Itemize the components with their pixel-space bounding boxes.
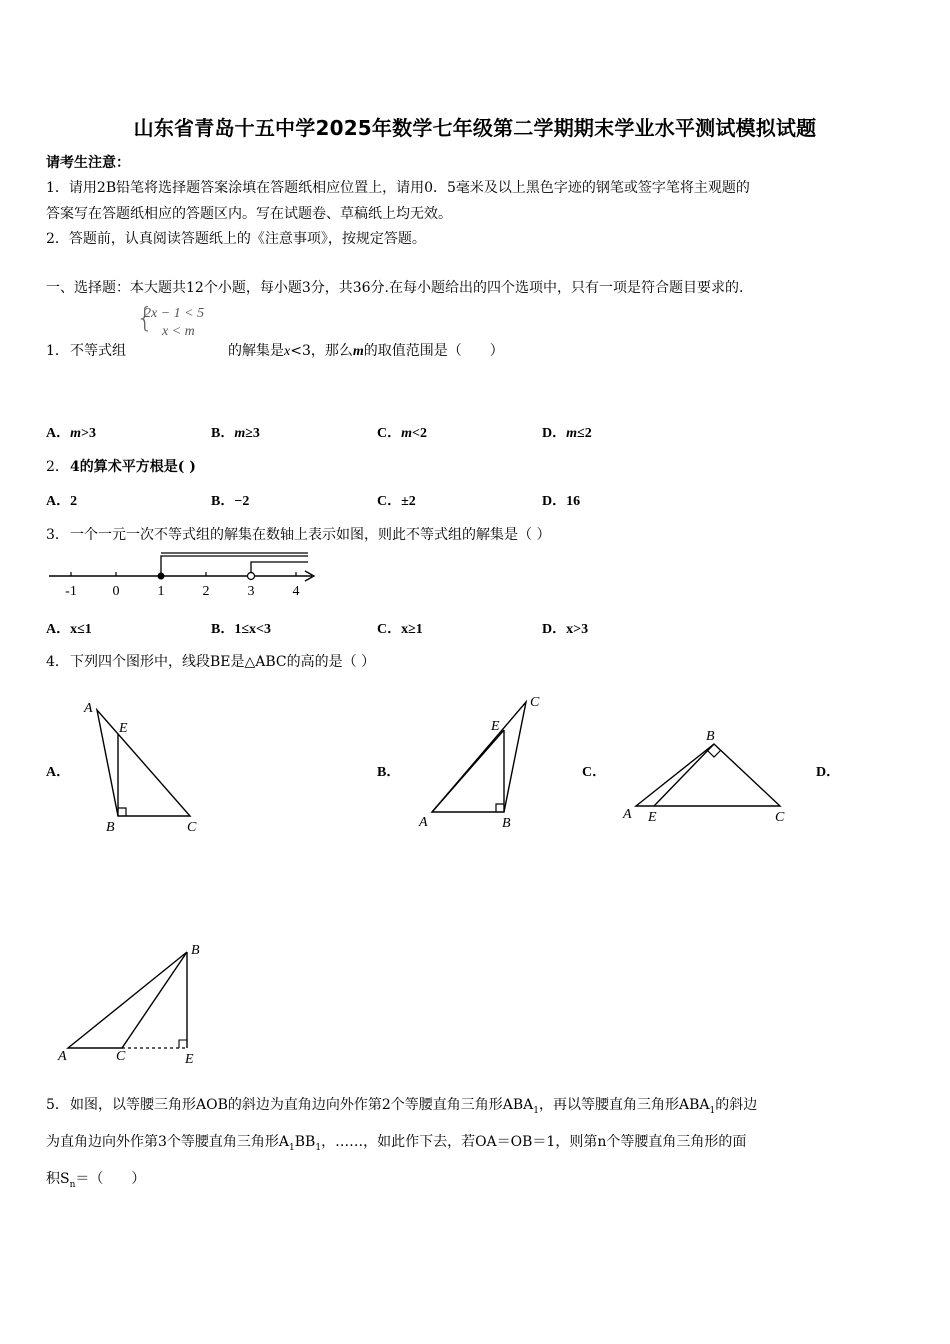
label-c: C xyxy=(187,820,197,835)
q1-option-a[interactable]: A．m>3 xyxy=(46,426,96,441)
solution-ray-2 xyxy=(251,562,308,576)
q4-option-d[interactable]: D． xyxy=(816,765,841,780)
label-e: E xyxy=(491,719,500,734)
q1-var-m: m xyxy=(352,344,364,359)
segment-be xyxy=(654,744,714,806)
notice-line-1b: 答案写在答题纸相应的答题区内。写在试题卷、草稿纸上均无效。 xyxy=(46,206,452,222)
triangle-abc xyxy=(636,744,780,806)
brace-icon: { xyxy=(136,301,154,334)
tick-label: 3 xyxy=(247,584,255,599)
right-angle-mark xyxy=(496,804,504,812)
q1-stem xyxy=(228,340,504,360)
q1-var-x: x xyxy=(284,344,291,359)
tick-label: 2 xyxy=(202,584,210,599)
label-a: A xyxy=(419,815,428,830)
label-e: E xyxy=(119,721,128,736)
solution-ray-1 xyxy=(161,556,308,576)
label-b: B xyxy=(191,943,200,958)
label-e: E xyxy=(648,810,657,825)
triangle-abc xyxy=(97,710,190,816)
q2-option-a[interactable]: A．2 xyxy=(46,494,78,509)
notice-line-1a: 1．请用2B铅笔将选择题答案涂填在答题纸相应位置上，请用0．5毫米及以上黑色字迹的钢笔或签字笔将主观题的 xyxy=(46,180,750,196)
q3-stem: 一个一元一次不等式组的解集在数轴上表示如图，则此不等式组的解集是（ ） xyxy=(70,527,551,543)
label-c: C xyxy=(116,1049,126,1064)
q1-post-a: 的解集是 xyxy=(228,343,284,359)
right-angle-mark xyxy=(118,808,126,816)
q1-system-line-2: x < m xyxy=(162,324,195,339)
q4-stem: 下列四个图形中，线段BE是△ABC的高的是（ ） xyxy=(70,654,376,670)
label-c: C xyxy=(775,810,785,825)
q1-prefix: 不等式组 xyxy=(70,343,126,359)
q4-figure-c xyxy=(618,724,798,834)
q4-figure-d xyxy=(52,938,212,1068)
q5-line-2: 为直角边向外作第3个等腰直角三角形$A_1BB_1$，……，如此作下去，若OA＝OB＝1，则第n个等腰直角三角形的面 xyxy=(46,1134,747,1153)
q1-post-b: <3，那么 xyxy=(290,343,353,359)
label-a: A xyxy=(84,701,93,716)
q2-option-c[interactable]: C．±2 xyxy=(377,494,416,509)
q1-option-d[interactable]: D．m≤2 xyxy=(542,426,592,441)
q4-option-b[interactable]: B． xyxy=(377,765,401,780)
tick-label: 1 xyxy=(157,584,165,599)
tick-label: 4 xyxy=(292,584,300,599)
open-point xyxy=(248,573,255,580)
notice-line-2: 2．答题前，认真阅读答题纸上的《注意事项》，按规定答题。 xyxy=(46,231,426,247)
q3-number-line xyxy=(44,550,324,602)
q1-number: 1． xyxy=(46,343,69,359)
q3-option-d[interactable]: D．x>3 xyxy=(542,622,589,637)
page-title: 山东省青岛十五中学2025年数学七年级第二学期期末学业水平测试模拟试题 xyxy=(133,116,817,140)
q1-option-b[interactable]: B．m≥3 xyxy=(211,426,260,441)
section-1-heading: 一、选择题：本大题共12个小题，每小题3分，共36分.在每小题给出的四个选项中，只有一项是符合题目要求的. xyxy=(46,280,744,296)
q2-stem: 4的算术平方根是( ) xyxy=(70,459,196,475)
tick-label: -1 xyxy=(65,584,77,599)
triangle-abc xyxy=(68,952,187,1048)
q1-option-c[interactable]: C．m<2 xyxy=(377,426,427,441)
label-b: B xyxy=(502,816,511,831)
q2-option-d[interactable]: D．16 xyxy=(542,494,581,509)
q5-line-3: 积$S_n=$（ ） xyxy=(46,1171,146,1190)
q2-number: 2． xyxy=(46,459,69,475)
q3-option-c[interactable]: C．x≥1 xyxy=(377,622,423,637)
closed-point xyxy=(158,573,165,580)
q1-inequality-system xyxy=(136,301,228,342)
q5-line-1: 如图，以等腰三角形AOB的斜边为直角边向外作第2个等腰直角三角形$ABA_1$，再以等腰直角三角形$ABA_1$的斜边 xyxy=(70,1097,758,1116)
q4-figure-a xyxy=(78,690,208,840)
notice-heading: 请考生注意： xyxy=(46,155,130,171)
tick-label: 0 xyxy=(112,584,120,599)
q5-number: 5． xyxy=(46,1097,69,1113)
q4-number: 4． xyxy=(46,654,69,670)
q3-number: 3． xyxy=(46,527,69,543)
q3-option-a[interactable]: A．x≤1 xyxy=(46,622,92,637)
q2-option-b[interactable]: B．−2 xyxy=(211,494,250,509)
label-a: A xyxy=(58,1049,67,1064)
q3-option-b[interactable]: B．1≤x<3 xyxy=(211,622,271,637)
label-e: E xyxy=(185,1052,194,1067)
q4-figure-b xyxy=(414,688,554,838)
q4-option-a[interactable]: A． xyxy=(46,765,71,780)
segment-ae xyxy=(432,730,504,812)
right-angle-mark xyxy=(707,750,721,757)
q1-system-line-1: 2x − 1 < 5 xyxy=(144,306,205,321)
right-angle-mark xyxy=(179,1040,187,1048)
label-b: B xyxy=(106,820,115,835)
label-c: C xyxy=(530,695,540,710)
q1-post-c: 的取值范围是（ ） xyxy=(363,343,504,359)
q4-option-c[interactable]: C． xyxy=(582,765,607,780)
label-a: A xyxy=(623,807,632,822)
label-b: B xyxy=(706,729,715,744)
